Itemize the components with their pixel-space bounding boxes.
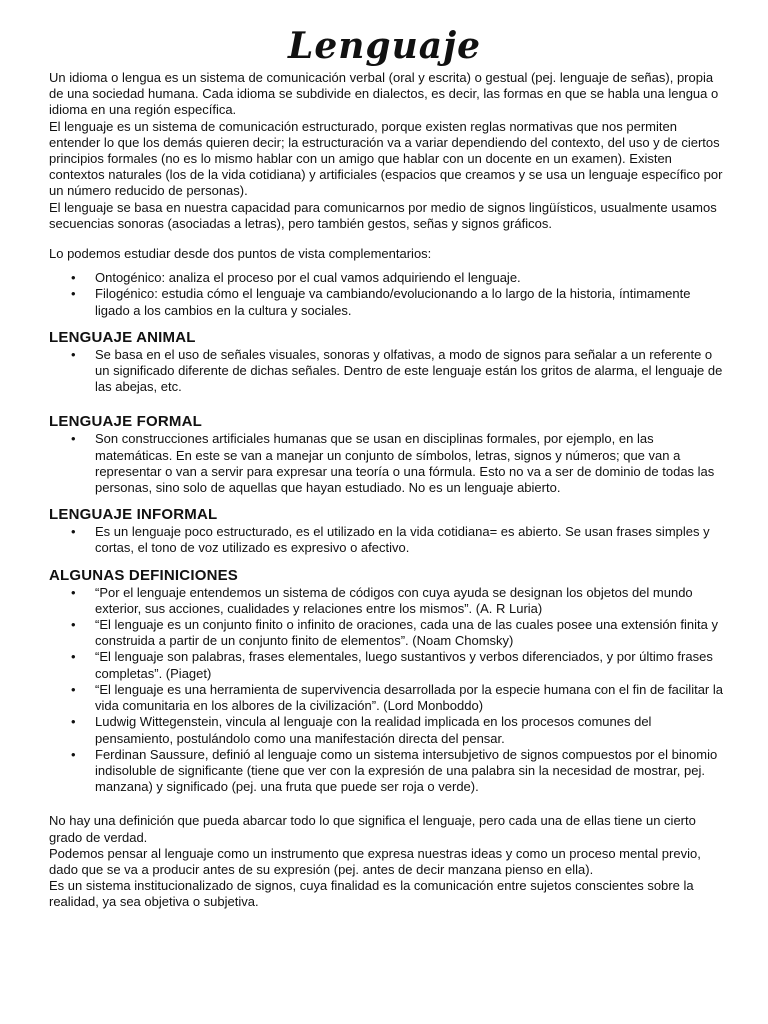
- bullet-icon: •: [71, 270, 76, 286]
- list-item-text: “El lenguaje son palabras, frases elementales, luego sustantivos y verbos diferenciados, y por último frases completas”. (Piaget): [95, 649, 713, 681]
- list-item: [49, 524, 728, 556]
- closing-paragraph: No hay una definición que pueda abarcar todo lo que significa el lenguaje, pero cada una de ellas tiene un cierto grado de verdad.: [49, 813, 696, 845]
- list-item-text: Ontogénico: analiza el proceso por el cual vamos adquiriendo el lenguaje.: [95, 270, 521, 286]
- animal-list: [49, 347, 728, 396]
- list-item-text: “Por el lenguaje entendemos un sistema de códigos con cuya ayuda se designan los objetos del mundo exterior, sus acciones, cualidades y relaciones entre los mismos”. (A. R Luria): [95, 584, 693, 616]
- bullet-icon: •: [71, 681, 76, 697]
- informal-list: [49, 524, 728, 556]
- page-title: Lenguaje: [288, 25, 481, 67]
- section-heading-animal: LENGUAJE ANIMAL: [49, 328, 196, 346]
- bullet-icon: •: [71, 617, 76, 633]
- list-item: [49, 747, 728, 796]
- bullet-icon: •: [71, 431, 76, 447]
- list-item-text: Ludwig Wittegenstein, vincula al lenguaje con la realidad implicada en los procesos comunes del pensamiento, postulándolo como una manifestación directa del pensar.: [95, 714, 652, 746]
- intro-paragraph: El lenguaje es un sistema de comunicación estructurado, porque existen reglas normativas que nos permiten entender lo que los demás quieren decir; la estructuración va a variar dependiendo del contexto, del uso y de ciertos principios formales (no es lo mismo hablar con un amigo que hablar con un docente en un examen). Existen contextos naturales (los de la vida cotidiana) y artificiales (espacios que creamos y se usa un lenguaje específico por un número reducido de personas).: [49, 118, 723, 199]
- list-item-text: Son construcciones artificiales humanas que se usan en disciplinas formales, por ejemplo, en las matemáticas. En este se van a manejar un conjunto de símbolos, letras, signos y números; que van a representar o van a servir para expresar una teoría o una fórmula. Esto no va a ser de dominio de todas las personas, sino solo de aquellas que hayan estudiado. No es un lenguaje abierto.: [95, 431, 715, 496]
- list-item-text: “El lenguaje es un conjunto finito o infinito de oraciones, cada una de las cuales posee una extensión finita y construida a partir de un conjunto finito de elementos”. (Noam Chomsky): [95, 617, 718, 649]
- list-item: [49, 585, 728, 617]
- bullet-icon: •: [71, 584, 76, 600]
- definitions-list: [49, 585, 728, 796]
- list-item-text: Es un lenguaje poco estructurado, es el utilizado en la vida cotidiana= es abierto. Se usan frases simples y cortas, el tono de voz utilizado es expresivo o afectivo.: [95, 524, 710, 556]
- section-heading-definitions: ALGUNAS DEFINICIONES: [49, 566, 239, 584]
- bullet-icon: •: [71, 346, 76, 362]
- intro-paragraph: El lenguaje se basa en nuestra capacidad para comunicarnos por medio de signos lingüísticos, usualmente usamos secuencias sonoras (asociadas a letras), pero también gestos, señas y signos gráficos.: [49, 199, 717, 231]
- closing-paragraph: Es un sistema institucionalizado de signos, cuya finalidad es la comunicación entre sujetos conscientes sobre la realidad, ya sea objetiva o subjetiva.: [49, 878, 694, 910]
- list-item: [49, 347, 728, 396]
- section-heading-formal: LENGUAJE FORMAL: [49, 413, 202, 431]
- viewpoints-list: [49, 270, 728, 319]
- list-item-text: Ferdinan Saussure, definió al lenguaje como un sistema intersubjetivo de signos compuestos por el binomio indisoluble de significante (tiene que ver con la expresión de una palabra sin la necesidad de mostrar, pej. manzana) y significado (pej. una fruta que puede ser roja o verde).: [95, 746, 718, 795]
- closing-paragraph: Podemos pensar al lenguaje como un instrumento que expresa nuestras ideas y como un proceso mental previo, dado que se va a producir antes de su expresión (pej. antes de decir manzana pienso en ella).: [49, 845, 701, 877]
- list-item-text: “El lenguaje es una herramienta de supervivencia desarrollada por la especie humana con el fin de facilitar la vida comunitaria en los albores de la civilización”. (Lord Monboddo): [95, 681, 723, 714]
- list-item-text: Filogénico: estudia cómo el lenguaje va cambiando/evolucionando a lo largo de la historia, íntimamente ligado a los cambios en la cultura y sociales.: [95, 286, 691, 318]
- list-item: [49, 649, 728, 681]
- bullet-icon: •: [71, 649, 76, 665]
- list-item-text: Se basa en el uso de señales visuales, sonoras y olfativas, a modo de signos para señalar a un referente o un significado diferente de dichas señales. Dentro de este lenguaje están los gritos de alarma, el lenguaje de las abejas, etc.: [95, 346, 723, 395]
- list-item: [49, 714, 728, 746]
- bullet-icon: •: [71, 524, 76, 540]
- list-item: [49, 270, 728, 286]
- list-item: [49, 682, 728, 714]
- viewpoints-intro: Lo podemos estudiar desde dos puntos de vista complementarios:: [49, 246, 432, 262]
- intro-paragraph: Un idioma o lengua es un sistema de comunicación verbal (oral y escrita) o gestual (pej. lenguaje de señas), propia de una sociedad humana. Cada idioma se subdivide en dialectos, es decir, las formas en que se habla una lengua o idioma en una región específica.: [49, 70, 719, 118]
- intro-section: [49, 70, 728, 232]
- list-item: [49, 617, 728, 649]
- bullet-icon: •: [71, 714, 76, 730]
- list-item: [49, 431, 728, 496]
- section-heading-informal: LENGUAJE INFORMAL: [49, 506, 218, 524]
- bullet-icon: •: [71, 746, 76, 762]
- list-item: [49, 286, 728, 318]
- closing-section: [49, 813, 728, 910]
- bullet-icon: •: [71, 286, 76, 302]
- formal-list: [49, 431, 728, 496]
